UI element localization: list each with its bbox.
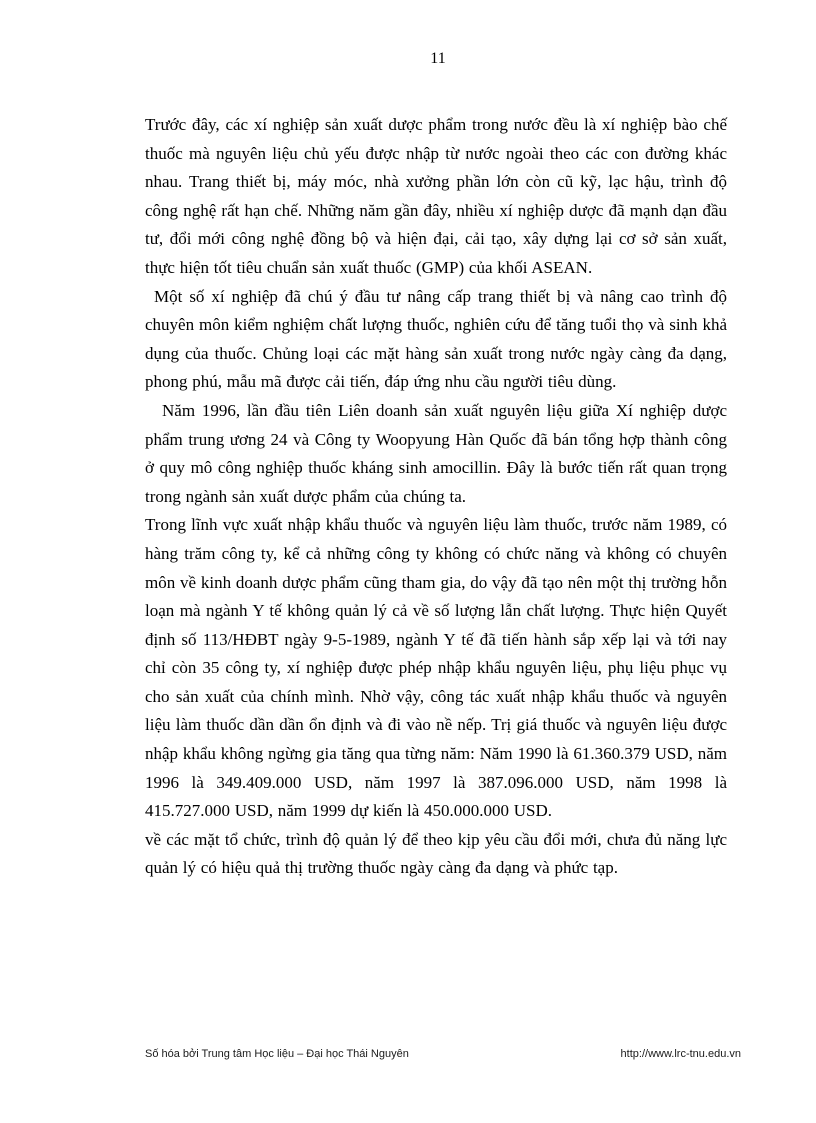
paragraph-3: Năm 1996, lần đầu tiên Liên doanh sản xuất nguyên liệu giữa Xí nghiệp dược phẩm trung ương 24 và Công ty Woopyung Hàn Quốc đã bán tổng hợp thành công ở quy mô công nghiệp thuốc kháng sinh amocillin. Đây là bước tiến rất quan trọng trong ngành sản xuất dược phẩm của chúng ta. [145,400,727,506]
footer-url: http://www.lrc-tnu.edu.vn [620,1048,741,1060]
paragraph-2: Một số xí nghiệp đã chú ý đầu tư nâng cấp trang thiết bị và nâng cao trình độ chuyên môn kiểm nghiệm chất lượng thuốc, nghiên cứu để tăng tuổi thọ và sinh khả dụng của thuốc. Chủng loại các mặt hàng sản xuất trong nước ngày càng đa dạng, phong phú, mẫu mã được cải tiến, đáp ứng nhu cầu người tiêu dùng. [145,286,727,392]
page-footer [145,1046,741,1062]
paragraph-4: Trong lĩnh vực xuất nhập khẩu thuốc và nguyên liệu làm thuốc, trước năm 1989, có hàng trăm công ty, kể cả những công ty không có chức năng và không có chuyên môn về kinh doanh dược phẩm cũng tham gia, do vậy đã tạo nên một thị trường hỗn loạn mà ngành Y tế không quản lý cả về số lượng lẫn chất lượng. Thực hiện Quyết định số 113/HĐBT ngày 9-5-1989, ngành Y tế đã tiến hành sắp xếp lại và tới nay chỉ còn 35 công ty, xí nghiệp được phép nhập khẩu nguyên liệu, phụ liệu phục vụ cho sản xuất của chính mình. Nhờ vậy, công tác xuất nhập khẩu thuốc và nguyên liệu làm thuốc dần dần ổn định và đi vào nề nếp. Trị giá thuốc và nguyên liệu được nhập khẩu không ngừng gia tăng qua từng năm: Năm 1990 là 61.360.379 USD, năm 1996 là 349.409.000 USD, năm 1997 là 387.096.000 USD, năm 1998 là 415.727.000 USD, năm 1999 dự kiến là 450.000.000 USD. [145,515,727,821]
paragraph-5: về các mặt tổ chức, trình độ quản lý để theo kịp yêu cầu đổi mới, chưa đủ năng lực quản lý có hiệu quả thị trường thuốc ngày càng đa dạng và phức tạp. [145,829,727,878]
page-number: 11 [430,50,446,67]
paragraph-1: Trước đây, các xí nghiệp sản xuất dược phẩm trong nước đều là xí nghiệp bào chế thuốc mà nguyên liệu chủ yếu được nhập từ nước ngoài theo các con đường khác nhau. Trang thiết bị, máy móc, nhà xưởng phần lớn còn cũ kỹ, lạc hậu, trình độ công nghệ rất hạn chế. Những năm gần đây, nhiều xí nghiệp dược đã mạnh dạn đầu tư, đổi mới công nghệ đồng bộ và hiện đại, cải tạo, xây dựng lại cơ sở sản xuất, thực hiện tốt tiêu chuẩn sản xuất thuốc (GMP) của khối ASEAN. [145,115,727,277]
document-body [145,111,727,883]
footer-digitization-credit: Số hóa bởi Trung tâm Học liệu – Đại học Thái Nguyên [145,1048,409,1060]
